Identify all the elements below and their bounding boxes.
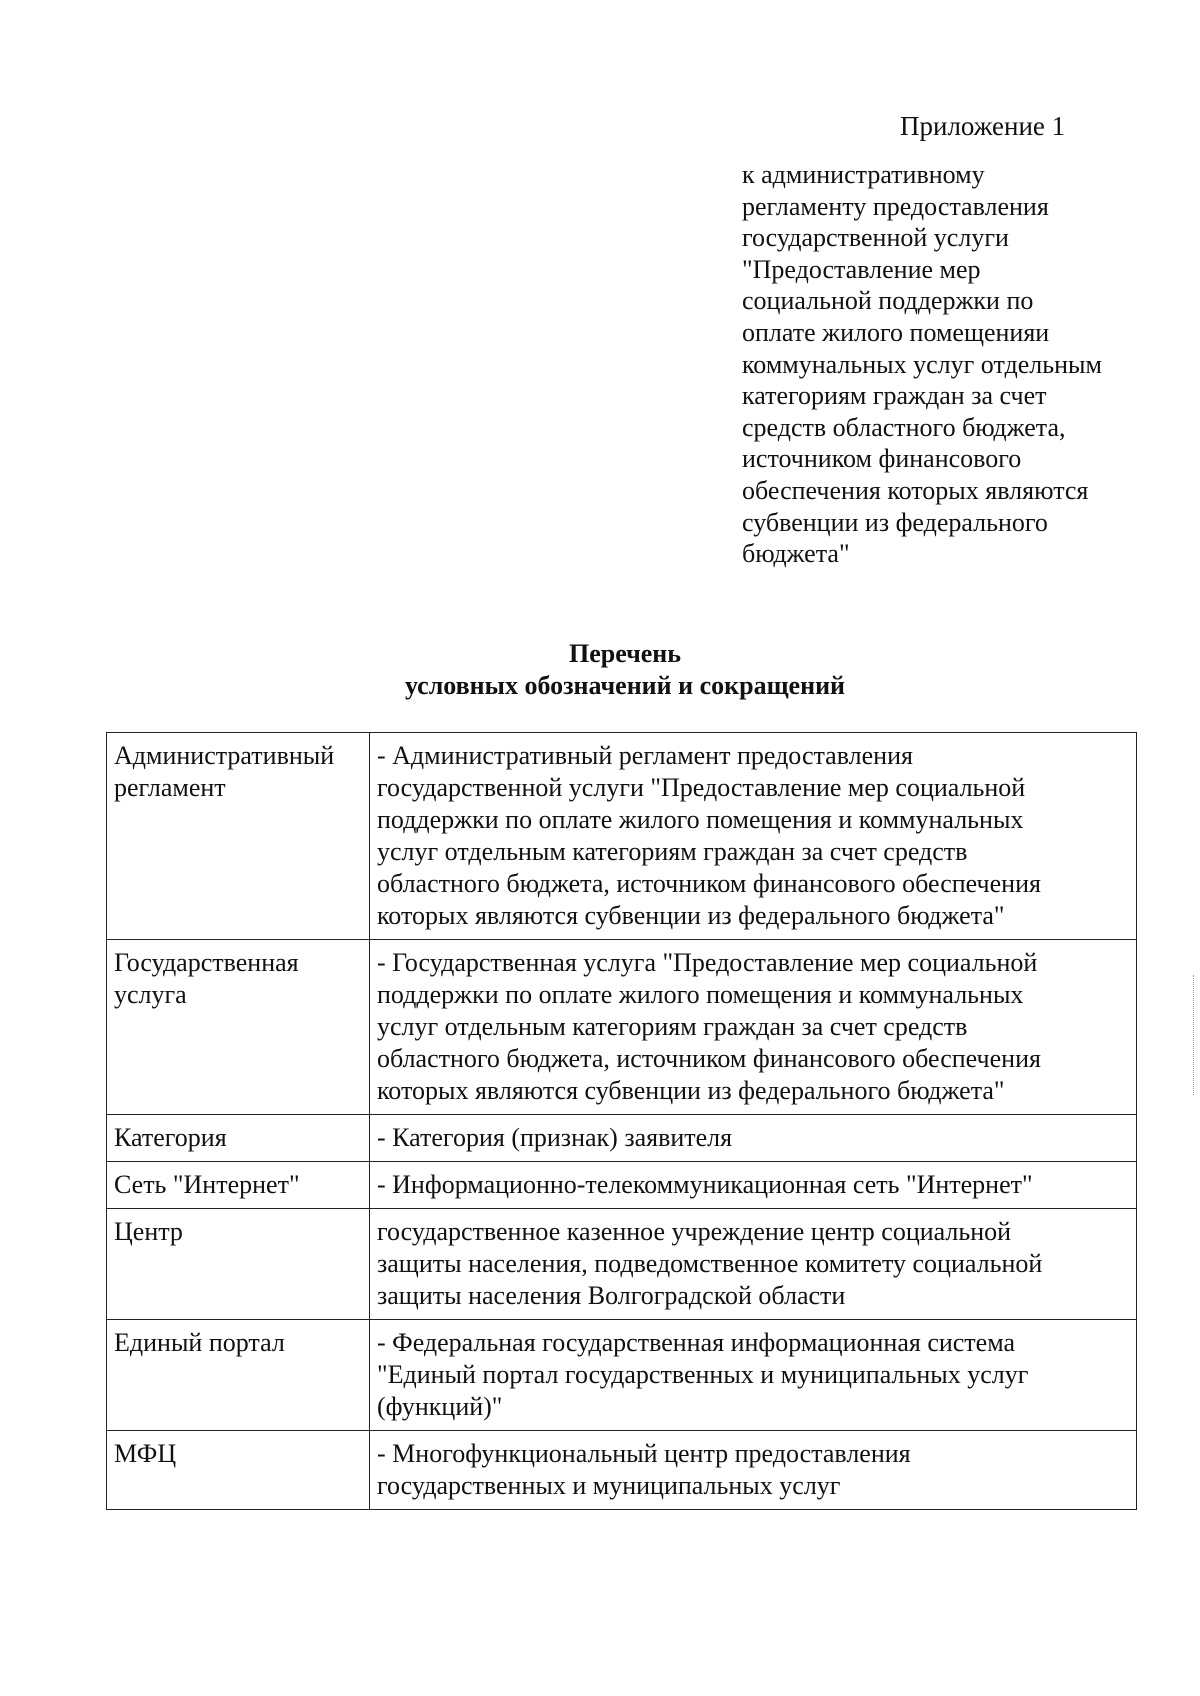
term-text: Административный (114, 741, 335, 770)
appendix-line: коммунальных услуг отдельным (742, 349, 1102, 379)
term-cell (107, 1115, 370, 1162)
definition-cell (370, 1320, 1137, 1431)
definition-text: защиты населения Волгоградской области (377, 1281, 846, 1310)
appendix-line: средств областного бюджета, (742, 412, 1066, 442)
heading-title: Перечень (568, 639, 682, 668)
table-row (107, 1209, 1137, 1320)
appendix-line: государственной услуги (742, 223, 1009, 253)
definition-text: государственных и муниципальных услуг (377, 1471, 841, 1500)
appendix-line: субвенции из федерального (742, 507, 1048, 537)
definition-text: (функций)" (377, 1392, 503, 1421)
definition-text: - Государственная услуга "Предоставление мер социальной (377, 948, 1038, 977)
table-row (107, 1320, 1137, 1431)
appendix-title: Приложение 1 (900, 111, 1066, 141)
term-cell (107, 940, 370, 1115)
term-text: услуга (114, 980, 187, 1009)
appendix-line: оплате жилого помещенияи (742, 317, 1050, 347)
table-row (107, 733, 1137, 940)
definition-text: областного бюджета, источником финансового обеспечения (377, 1044, 1041, 1073)
definition-text: поддержки по оплате жилого помещения и коммунальных (377, 980, 1024, 1009)
appendix-line: источником финансового (742, 444, 1022, 474)
term-text: регламент (114, 773, 226, 802)
document-heading (0, 638, 1200, 702)
appendix-reference (742, 159, 1142, 570)
term-cell (107, 1162, 370, 1209)
appendix-line: регламенту предоставления (742, 191, 1049, 221)
term-text: Центр (114, 1217, 183, 1246)
abbreviations-table (106, 732, 1137, 1510)
term-text: Категория (114, 1123, 227, 1152)
definition-text: государственной услуги "Предоставление мер социальной (377, 773, 1026, 802)
definition-cell (370, 1431, 1137, 1510)
scan-edge-mark (1193, 975, 1195, 1095)
appendix-line: категориям граждан за счет (742, 381, 1047, 411)
definition-text: которых являются субвенции из федерального бюджета" (377, 901, 1005, 930)
definition-text: областного бюджета, источником финансового обеспечения (377, 869, 1041, 898)
definition-text: - Информационно-телекоммуникационная сеть "Интернет" (377, 1170, 1033, 1199)
definition-cell (370, 1162, 1137, 1209)
table-row (107, 1162, 1137, 1209)
table-row (107, 1115, 1137, 1162)
term-text: Сеть "Интернет" (114, 1170, 300, 1199)
appendix-line: "Предоставление мер (742, 254, 981, 284)
appendix-line: бюджета" (742, 539, 850, 569)
definition-cell (370, 733, 1137, 940)
definition-text: защиты населения, подведомственное комитету социальной (377, 1249, 1043, 1278)
definition-text: государственное казенное учреждение центр социальной (377, 1217, 1012, 1246)
heading-subtitle: условных обозначений и сокращений (404, 671, 846, 700)
definition-text: - Категория (признак) заявителя (377, 1123, 733, 1152)
definition-text: - Федеральная государственная информационная система (377, 1328, 1016, 1357)
definition-text: - Многофункциональный центр предоставления (377, 1439, 911, 1468)
definition-text: услуг отдельным категориям граждан за счет средств (377, 837, 968, 866)
definition-cell (370, 940, 1137, 1115)
definition-cell (370, 1209, 1137, 1320)
appendix-line: социальной поддержки по (742, 286, 1034, 316)
definition-text: услуг отдельным категориям граждан за счет средств (377, 1012, 968, 1041)
table-row (107, 940, 1137, 1115)
term-cell (107, 733, 370, 940)
term-cell (107, 1431, 370, 1510)
definition-text: которых являются субвенции из федерального бюджета" (377, 1076, 1005, 1105)
definition-text: "Единый портал государственных и муниципальных услуг (377, 1360, 1029, 1389)
term-text: Единый портал (114, 1328, 285, 1357)
term-cell (107, 1320, 370, 1431)
table-row (107, 1431, 1137, 1510)
definition-text: - Административный регламент предоставления (377, 741, 913, 770)
term-text: Государственная (114, 948, 299, 977)
appendix-line: к административному (742, 160, 985, 189)
definition-cell (370, 1115, 1137, 1162)
appendix-line: обеспечения которых являются (742, 475, 1089, 505)
term-text: МФЦ (114, 1439, 177, 1468)
definition-text: поддержки по оплате жилого помещения и коммунальных (377, 805, 1024, 834)
term-cell (107, 1209, 370, 1320)
